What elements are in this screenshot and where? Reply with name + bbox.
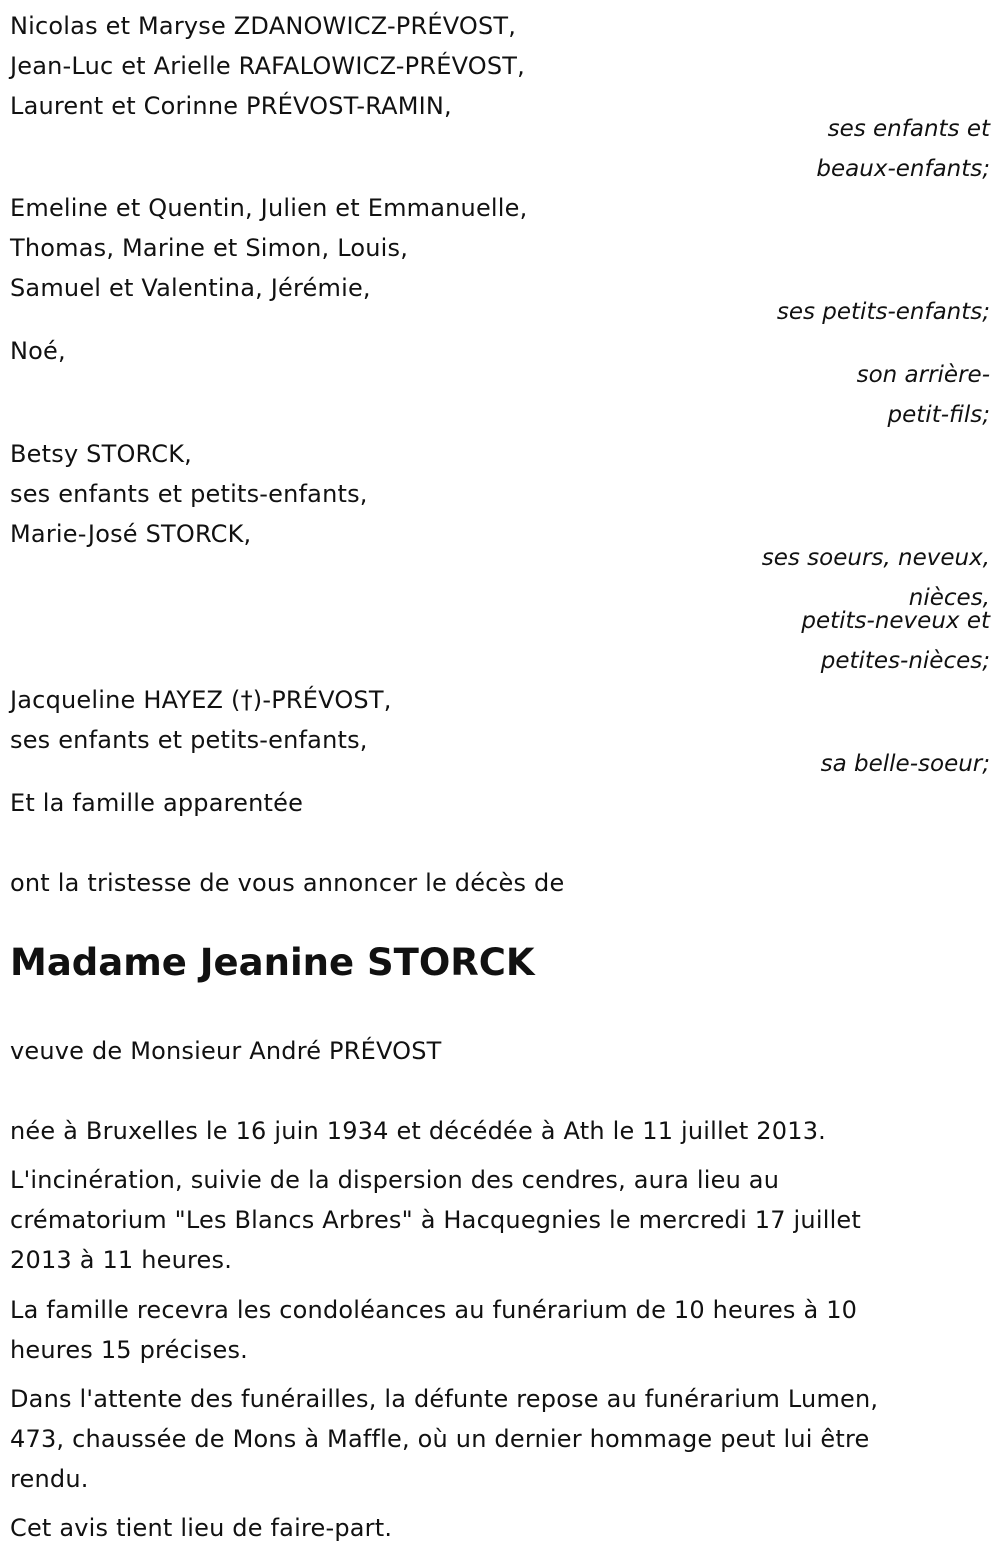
family-line: Thomas, Marine et Simon, Louis, — [10, 234, 409, 262]
condolences-line: La famille recevra les condoléances au funérarium de 10 heures à 10 — [10, 1296, 858, 1324]
family-line: Jacqueline HAYEZ (†)-PRÉVOST, — [10, 686, 392, 714]
cremation-line: crématorium "Les Blancs Arbres" à Hacquegnies le mercredi 17 juillet — [10, 1206, 862, 1234]
announcement-intro: ont la tristesse de vous annoncer le décès de — [10, 869, 565, 897]
family-role: son arrière- — [856, 362, 990, 388]
family-role: petit-fils; — [887, 402, 990, 428]
widow-line: veuve de Monsieur André PRÉVOST — [10, 1037, 442, 1065]
family-role: ses enfants et — [827, 116, 990, 142]
repose-line: 473, chaussée de Mons à Maffle, où un dernier hommage peut lui être — [10, 1425, 870, 1453]
family-role: nièces, — [908, 585, 990, 611]
family-line: Betsy STORCK, — [10, 440, 192, 468]
obituary-notice — [10, 0, 990, 1564]
family-line: Jean-Luc et Arielle RAFALOWICZ-PRÉVOST, — [10, 52, 525, 80]
cremation-line: L'incinération, suivie de la dispersion des cendres, aura lieu au — [10, 1166, 780, 1194]
condolences-line: heures 15 précises. — [10, 1336, 248, 1364]
family-line: Laurent et Corinne PRÉVOST-RAMIN, — [10, 92, 452, 120]
family-line: ses enfants et petits-enfants, — [10, 480, 368, 508]
closing-line: Cet avis tient lieu de faire-part. — [10, 1514, 393, 1542]
family-role: ses soeurs, neveux, — [761, 545, 990, 571]
repose-line: Dans l'attente des funérailles, la défunte repose au funérarium Lumen, — [10, 1385, 879, 1413]
birth-death-line: née à Bruxelles le 16 juin 1934 et décédée à Ath le 11 juillet 2013. — [10, 1117, 827, 1145]
family-line: Emeline et Quentin, Julien et Emmanuelle, — [10, 194, 528, 222]
family-role: sa belle-soeur; — [820, 751, 990, 777]
family-line: ses enfants et petits-enfants, — [10, 726, 368, 754]
family-line: Noé, — [10, 337, 66, 365]
deceased-name: Madame Jeanine STORCK — [10, 941, 535, 984]
family-role: beaux-enfants; — [816, 156, 990, 182]
family-line: Marie-José STORCK, — [10, 520, 252, 548]
family-line: Samuel et Valentina, Jérémie, — [10, 274, 371, 302]
family-role: petites-nièces; — [820, 648, 990, 674]
cremation-line: 2013 à 11 heures. — [10, 1246, 233, 1274]
family-line: Nicolas et Maryse ZDANOWICZ-PRÉVOST, — [10, 12, 517, 40]
family-role: ses petits-enfants; — [776, 299, 990, 325]
family-related: Et la famille apparentée — [10, 789, 304, 817]
family-role: petits-neveux et — [801, 608, 990, 634]
repose-line: rendu. — [10, 1465, 89, 1493]
